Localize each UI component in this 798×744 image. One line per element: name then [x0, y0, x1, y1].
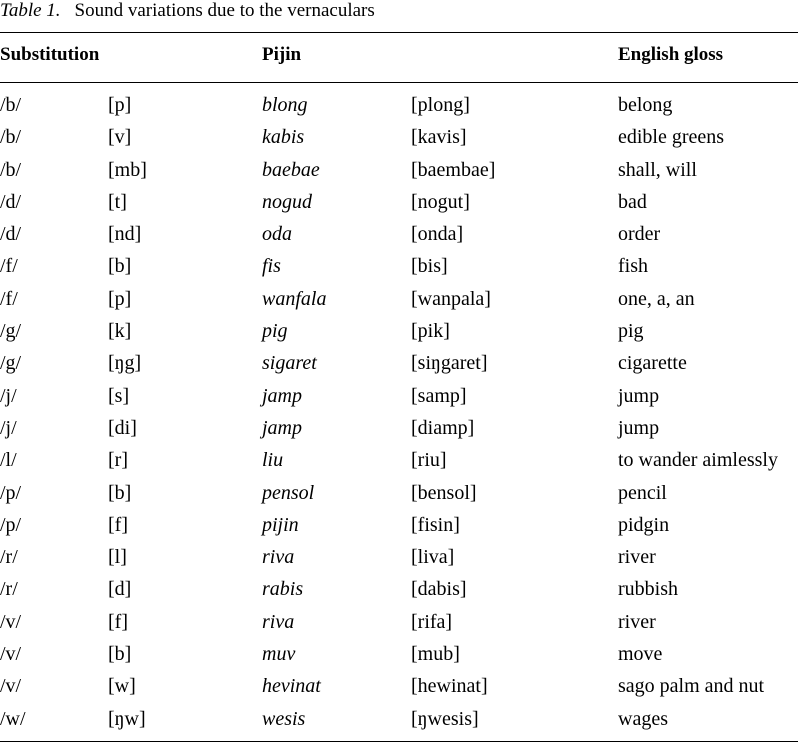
header-english-gloss: English gloss	[618, 44, 724, 65]
pronunciation-cell: [pik]	[411, 320, 450, 343]
sound-cell: [l]	[108, 546, 127, 569]
pijin-word-cell: jamp	[262, 416, 302, 439]
pijin-word-cell: blong	[262, 94, 308, 116]
sound-cell: [d]	[108, 578, 132, 601]
sound-cell: [ŋg]	[108, 352, 142, 375]
pronunciation-cell: [ŋwesis]	[411, 707, 479, 730]
table-row	[0, 639, 798, 671]
pijin-word-cell: muv	[262, 643, 296, 666]
pronunciation-cell: [plong]	[411, 94, 470, 116]
table-header	[0, 44, 798, 72]
table-row	[0, 445, 798, 477]
sound-cell: [f]	[108, 610, 128, 633]
pijin-word-cell: pensol	[262, 481, 315, 504]
table-row	[0, 413, 798, 445]
english-gloss-cell: river	[618, 546, 656, 569]
pronunciation-cell: [mub]	[411, 643, 460, 666]
pronunciation-cell: [diamp]	[411, 416, 475, 439]
phoneme-cell: /v/	[0, 610, 22, 633]
pijin-word-cell: wanfala	[262, 287, 327, 310]
english-gloss-cell: shall, will	[618, 158, 697, 181]
phoneme-cell: /f/	[0, 255, 18, 278]
sound-cell: [b]	[108, 255, 132, 278]
table-row	[0, 381, 798, 413]
sound-cell: [v]	[108, 126, 132, 149]
phoneme-cell: /f/	[0, 287, 18, 310]
sound-cell: [p]	[108, 94, 132, 116]
pijin-word-cell: pijin	[262, 513, 299, 536]
top-rule	[0, 32, 798, 33]
pronunciation-cell: [hewinat]	[411, 675, 488, 698]
pronunciation-cell: [samp]	[411, 384, 467, 407]
table-row	[0, 284, 798, 316]
pijin-word-cell: jamp	[262, 384, 302, 407]
english-gloss-cell: fish	[618, 255, 648, 278]
phoneme-cell: /v/	[0, 643, 22, 666]
english-gloss-cell: rubbish	[618, 578, 678, 601]
english-gloss-cell: move	[618, 643, 663, 666]
sound-cell: [b]	[108, 643, 132, 666]
pronunciation-cell: [wanpala]	[411, 287, 491, 310]
table-caption-title: Sound variations due to the vernaculars	[74, 0, 375, 21]
pijin-word-cell: rabis	[262, 578, 304, 601]
pronunciation-cell: [bis]	[411, 255, 448, 278]
table-body	[0, 90, 798, 736]
table-row	[0, 671, 798, 703]
english-gloss-cell: one, a, an	[618, 287, 695, 310]
pijin-word-cell: pig	[262, 320, 288, 343]
phoneme-cell: /b/	[0, 126, 22, 149]
english-gloss-cell: jump	[618, 384, 660, 407]
phoneme-cell: /j/	[0, 416, 17, 439]
phoneme-cell: /b/	[0, 94, 22, 116]
pijin-word-cell: fis	[262, 255, 281, 278]
english-gloss-cell: pig	[618, 320, 644, 343]
sound-cell: [mb]	[108, 158, 147, 181]
phoneme-cell: /g/	[0, 320, 22, 343]
header-pijin: Pijin	[262, 44, 302, 65]
pijin-word-cell: kabis	[262, 126, 305, 149]
header-substitution: Substitution	[0, 44, 100, 65]
sound-cell: [s]	[108, 384, 130, 407]
phoneme-cell: /g/	[0, 352, 22, 375]
sound-cell: [k]	[108, 320, 132, 343]
pijin-word-cell: baebae	[262, 158, 320, 181]
phoneme-cell: /l/	[0, 449, 17, 472]
table-row	[0, 90, 798, 122]
phoneme-cell: /r/	[0, 578, 18, 601]
table-row	[0, 704, 798, 736]
phoneme-cell: /p/	[0, 513, 22, 536]
table-row	[0, 251, 798, 283]
pijin-word-cell: oda	[262, 223, 292, 246]
phoneme-cell: /r/	[0, 546, 18, 569]
sound-cell: [w]	[108, 675, 136, 698]
sound-cell: [p]	[108, 287, 132, 310]
pijin-word-cell: riva	[262, 610, 295, 633]
pronunciation-cell: [rifa]	[411, 610, 453, 633]
english-gloss-cell: bad	[618, 190, 647, 213]
english-gloss-cell: belong	[618, 94, 673, 116]
phoneme-cell: /p/	[0, 481, 22, 504]
pronunciation-cell: [riu]	[411, 449, 447, 472]
table-row	[0, 607, 798, 639]
pronunciation-cell: [bensol]	[411, 481, 477, 504]
sound-cell: [b]	[108, 481, 132, 504]
pijin-word-cell: hevinat	[262, 675, 321, 698]
table-row	[0, 316, 798, 348]
english-gloss-cell: edible greens	[618, 126, 725, 149]
phoneme-cell: /b/	[0, 158, 22, 181]
pronunciation-cell: [baembae]	[411, 158, 496, 181]
table-row	[0, 574, 798, 606]
pijin-word-cell: liu	[262, 449, 284, 472]
phoneme-cell: /d/	[0, 223, 22, 246]
pijin-word-cell: wesis	[262, 707, 306, 730]
english-gloss-cell: wages	[618, 707, 668, 730]
table-row	[0, 187, 798, 219]
sound-cell: [r]	[108, 449, 128, 472]
table-row	[0, 155, 798, 187]
pijin-word-cell: sigaret	[262, 352, 317, 375]
sound-cell: [ŋw]	[108, 707, 146, 730]
table-row	[0, 219, 798, 251]
table-caption-label: Table 1.	[0, 0, 61, 21]
table-row	[0, 122, 798, 154]
table-row	[0, 542, 798, 574]
sound-cell: [f]	[108, 513, 128, 536]
table-row	[0, 348, 798, 380]
english-gloss-cell: order	[618, 223, 661, 246]
phoneme-cell: /v/	[0, 675, 22, 698]
sound-cell: [t]	[108, 190, 127, 213]
sound-cell: [nd]	[108, 223, 142, 246]
english-gloss-cell: pidgin	[618, 513, 670, 536]
english-gloss-cell: jump	[618, 416, 660, 439]
english-gloss-cell: sago palm and nut	[618, 675, 765, 698]
pijin-word-cell: riva	[262, 546, 295, 569]
english-gloss-cell: cigarette	[618, 352, 687, 375]
pronunciation-cell: [nogut]	[411, 190, 470, 213]
bottom-rule	[0, 741, 798, 742]
pronunciation-cell: [siŋgaret]	[411, 352, 488, 375]
english-gloss-cell: to wander aimlessly	[618, 449, 778, 472]
phoneme-cell: /d/	[0, 190, 22, 213]
pronunciation-cell: [fisin]	[411, 513, 460, 536]
table-caption	[0, 0, 375, 24]
sound-cell: [di]	[108, 416, 137, 439]
phoneme-cell: /w/	[0, 707, 26, 730]
header-rule	[0, 82, 798, 83]
table-row	[0, 510, 798, 542]
phoneme-cell: /j/	[0, 384, 17, 407]
pijin-word-cell: nogud	[262, 190, 312, 213]
pronunciation-cell: [onda]	[411, 223, 464, 246]
table-row	[0, 478, 798, 510]
english-gloss-cell: pencil	[618, 481, 667, 504]
english-gloss-cell: river	[618, 610, 656, 633]
pronunciation-cell: [dabis]	[411, 578, 467, 601]
pronunciation-cell: [kavis]	[411, 126, 467, 149]
pronunciation-cell: [liva]	[411, 546, 455, 569]
